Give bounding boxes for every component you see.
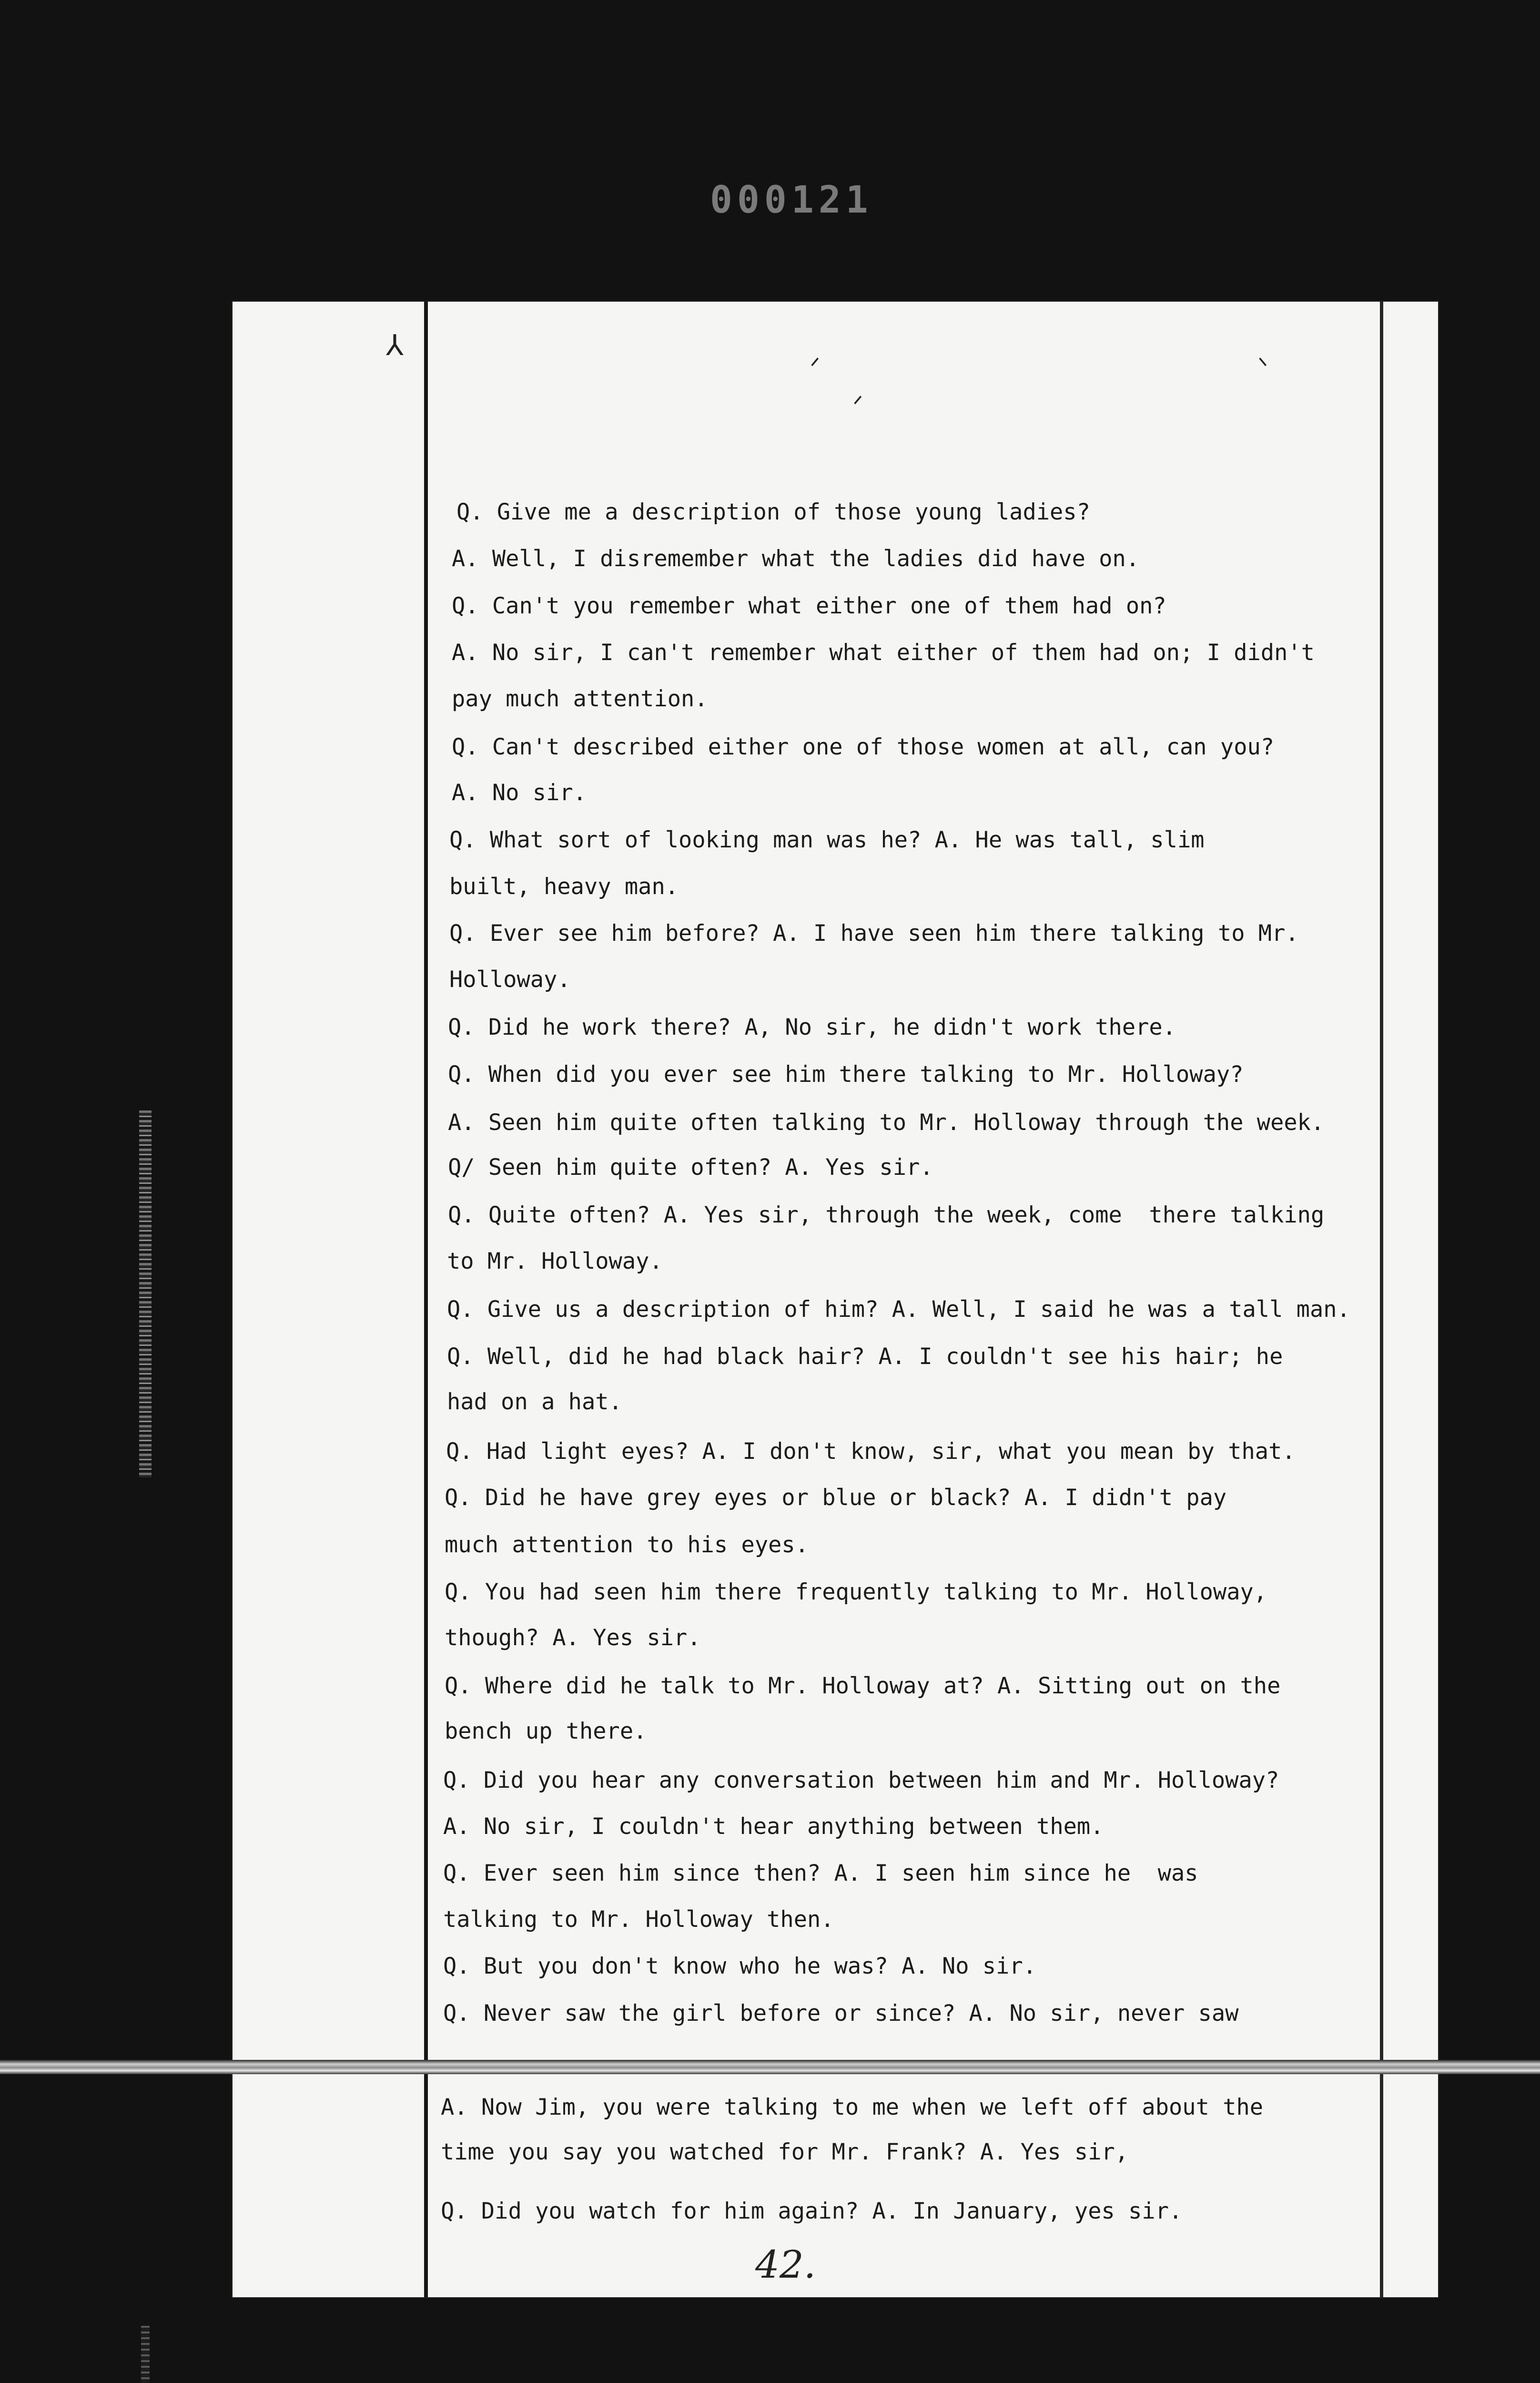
transcript-line: Q. Had light eyes? A. I don't know, sir, what you mean by that.	[446, 1438, 1296, 1465]
pen-mark: ᐟ	[810, 353, 821, 380]
transcript-line: A. Seen him quite often talking to Mr. Holloway through the week.	[448, 1110, 1325, 1136]
transcript-line: Holloway.	[449, 967, 571, 993]
transcript-line: Q. When did you ever see him there talking to Mr. Holloway?	[448, 1061, 1244, 1088]
transcript-line: Q. Never saw the girl before or since? A. No sir, never saw	[443, 2000, 1239, 2027]
margin-scan-artifact	[139, 1110, 152, 1477]
transcript-line: pay much attention.	[452, 686, 708, 712]
transcript-line: to Mr. Holloway.	[447, 1248, 663, 1274]
margin-scan-artifact-lower	[141, 2326, 150, 2383]
transcript-line: Q. Ever seen him since then? A. I seen him since he was	[443, 1860, 1198, 1886]
right-margin-rule	[1380, 302, 1383, 2297]
transcript-line: bench up there.	[445, 1718, 647, 1744]
left-margin-rule	[424, 302, 428, 2297]
transcript-line: Q/ Seen him quite often? A. Yes sir.	[448, 1154, 933, 1181]
transcript-line: though? A. Yes sir.	[445, 1625, 701, 1651]
pen-mark: ᐠ	[1258, 353, 1268, 380]
transcript-line: Q. Ever see him before? A. I have seen him there talking to Mr.	[449, 920, 1299, 947]
transcript-line: Q. Did you watch for him again? A. In January, yes sir.	[441, 2198, 1183, 2224]
transcript-line: A. Now Jim, you were talking to me when we left off about the	[441, 2094, 1264, 2120]
page-number: 42.	[755, 2242, 816, 2287]
transcript-line: Q. Give us a description of him? A. Well, I said he was a tall man.	[447, 1296, 1350, 1323]
transcript-line: had on a hat.	[447, 1389, 622, 1415]
transcript-line: time you say you watched for Mr. Frank? A. Yes sir,	[441, 2139, 1129, 2165]
transcript-line: Q. Well, did he had black hair? A. I couldn't see his hair; he	[447, 1344, 1283, 1370]
transcript-line: Q. But you don't know who he was? A. No sir.	[443, 1953, 1037, 1979]
transcript-line: A. No sir.	[452, 780, 587, 806]
transcript-line: Q. Can't you remember what either one of them had on?	[452, 593, 1166, 619]
transcript-line: Q. You had seen him there frequently talking to Mr. Holloway,	[445, 1579, 1267, 1605]
transcript-line: built, heavy man.	[449, 874, 679, 900]
transcript-line: Q. Did he have grey eyes or blue or black? A. I didn't pay	[445, 1485, 1227, 1511]
scan-stamp: 000121	[710, 179, 873, 222]
transcript-line: A. No sir, I can't remember what either of them had on; I didn't	[452, 640, 1315, 666]
transcript-line: much attention to his eyes.	[445, 1532, 809, 1558]
transcript-line: Q. Did he work there? A, No sir, he didn't work there.	[448, 1014, 1176, 1040]
transcript-line: Q. Where did he talk to Mr. Holloway at? A. Sitting out on the	[445, 1673, 1281, 1699]
transcript-line: Q. Did you hear any conversation between him and Mr. Holloway?	[443, 1767, 1279, 1793]
transcript-line: talking to Mr. Holloway then.	[443, 1906, 834, 1933]
transcript-line: A. Well, I disremember what the ladies did have on.	[452, 546, 1140, 572]
transcript-line: Q. What sort of looking man was he? A. He was tall, slim	[449, 827, 1205, 853]
transcript-line: Q. Can't described either one of those women at all, can you?	[452, 734, 1275, 760]
pen-mark: ⅄	[386, 329, 404, 362]
transcript-line: Q. Quite often? A. Yes sir, through the week, come there talking	[448, 1202, 1325, 1228]
pen-mark: ᐟ	[853, 391, 863, 418]
transcript-line: Q. Give me a description of those young ladies?	[456, 499, 1090, 525]
transcript-line: A. No sir, I couldn't hear anything between them.	[443, 1813, 1104, 1840]
page-fold-tear	[0, 2060, 1540, 2074]
